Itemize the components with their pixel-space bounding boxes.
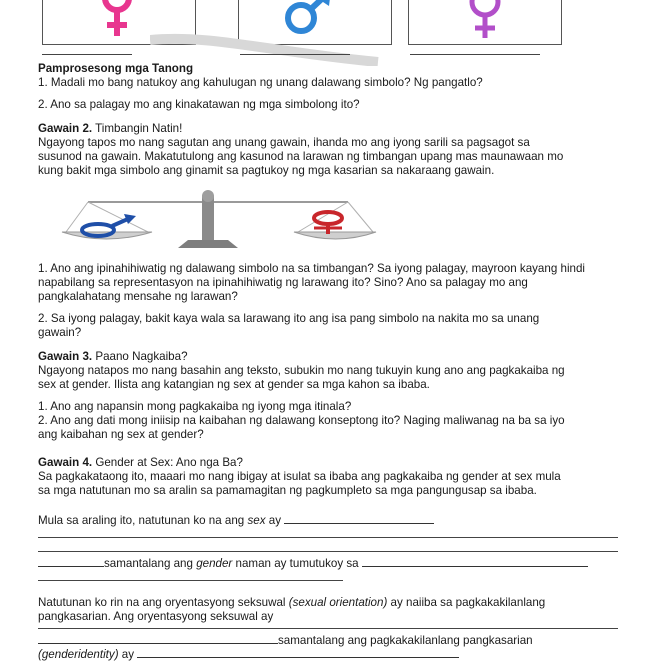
underline	[410, 54, 540, 55]
activity-title: Timbangin Natin!	[92, 122, 183, 135]
answer-blank[interactable]	[38, 555, 104, 567]
activity-heading	[38, 122, 182, 135]
answer-blank[interactable]	[137, 646, 459, 658]
question-line: gawain?	[38, 326, 82, 339]
sentence-text: pangkasarian. Ang oryentasyong seksuwal ay	[38, 610, 274, 623]
question: 2. Ano sa palagay mo ang kinakatawan ng mga simbolong ito?	[38, 98, 360, 111]
answer-line[interactable]	[38, 580, 343, 581]
fill-in-sentence	[38, 596, 545, 609]
activity-heading	[38, 350, 188, 363]
section-heading: Pamprosesong mga Tanong	[38, 62, 194, 75]
sentence-term: sex	[247, 514, 266, 527]
sentence-term: (genderidentity)	[38, 648, 119, 661]
sentence-text: naman ay tumutukoy sa	[232, 557, 359, 570]
question-line: 1. Ano ang ipinahihiwatig ng dalawang simbolo na sa timbangan? Sa iyong palagay, mayroon kayang hindi	[38, 262, 585, 275]
activity-label: Gawain 3.	[38, 350, 93, 363]
sentence-text: ay	[118, 648, 135, 661]
question-line: napabilang sa representasyon na ipinahihiwatig ng larawang ito? Sino? Ano sa palagay mo ang	[38, 276, 528, 289]
activity-label: Gawain 4.	[38, 456, 93, 469]
answer-blank[interactable]	[284, 512, 434, 524]
question: 1. Ano ang napansin mong pagkakaiba ng iyong mga itinala?	[38, 400, 352, 413]
symbol-box-purple	[408, 0, 562, 45]
sentence-term: (sexual orientation)	[288, 596, 388, 609]
sentence-text: ay	[265, 514, 281, 527]
paragraph-line: Sa pagkakataong ito, maaari mo nang ibigay at isulat sa ibaba ang pagkakaiba ng gender at sex mula	[38, 470, 561, 483]
answer-line[interactable]	[38, 551, 618, 552]
paragraph-line: sa mga natutunan mo sa aralin sa pamamagitan ng pagkumpleto sa mga pangungusap sa ibaba.	[38, 484, 537, 497]
watermark-swoosh	[150, 32, 380, 66]
activity-title: Paano Nagkaiba?	[92, 350, 188, 363]
answer-blank[interactable]	[38, 632, 278, 644]
paragraph-line: Ngayong natapos mo nang basahin ang teksto, subukin mo nang tukuyin kung ano ang pagkakaiba ng	[38, 364, 565, 377]
activity-heading	[38, 456, 243, 469]
sentence-text: Natutunan ko rin na ang oryentasyong seksuwal	[38, 596, 289, 609]
sentence-text: samantalang ang	[104, 557, 197, 570]
fill-in-sentence	[38, 632, 533, 647]
question-line: ang kaibahan ng sex at gender?	[38, 428, 204, 441]
paragraph-line: susunod na gawain. Makatutulong ang kasunod na larawan ng timbangan upang mas maunawaan mo	[38, 150, 564, 163]
answer-line[interactable]	[38, 537, 618, 538]
sentence-text: samantalang ang pagkakakilanlang pangkasarian	[278, 634, 533, 647]
sentence-text: ay naiiba sa pagkakakilanlang	[387, 596, 546, 609]
fill-in-sentence	[38, 646, 459, 661]
underline	[240, 54, 350, 55]
purple-female-symbol-icon	[409, 0, 561, 44]
question-line: 2. Sa iyong palagay, bakit kaya wala sa larawang ito ang isa pang simbolo na nakita mo sa unang	[38, 312, 540, 325]
answer-line[interactable]	[38, 628, 618, 629]
fill-in-sentence	[38, 512, 434, 527]
balance-scale-image	[58, 188, 378, 254]
question-line: pangkalahatang mensahe ng larawan?	[38, 290, 238, 303]
sentence-term: gender	[196, 557, 233, 570]
underline	[42, 54, 132, 55]
paragraph-line: Ngayong tapos mo nang sagutan ang unang gawain, ihanda mo ang iyong sarili sa pagsagot sa	[38, 136, 530, 149]
female-symbol-on-scale-icon	[314, 212, 342, 234]
question: 1. Madali mo bang natukoy ang kahulugan ng unang dalawang simbolo? Ng pangatlo?	[38, 76, 483, 89]
answer-blank[interactable]	[362, 555, 588, 567]
fill-in-sentence	[38, 555, 588, 570]
activity-title: Gender at Sex: Ano nga Ba?	[92, 456, 243, 469]
sentence-text: Mula sa araling ito, natutunan ko na ang	[38, 514, 248, 527]
question-line: 2. Ano ang dati mong iniisip na kaibahan ng dalawang konseptong ito? Naging maliwanag na ba sa iyo	[38, 414, 565, 427]
paragraph-line: kung bakit mga simbolo ang ginamit sa pagtukoy ng mga kasarian sa nakaraang gawain.	[38, 164, 495, 177]
paragraph-line: sex at gender. Ilista ang katangian ng sex at gender sa mga kahon sa ibaba.	[38, 378, 430, 391]
activity-label: Gawain 2.	[38, 122, 93, 135]
